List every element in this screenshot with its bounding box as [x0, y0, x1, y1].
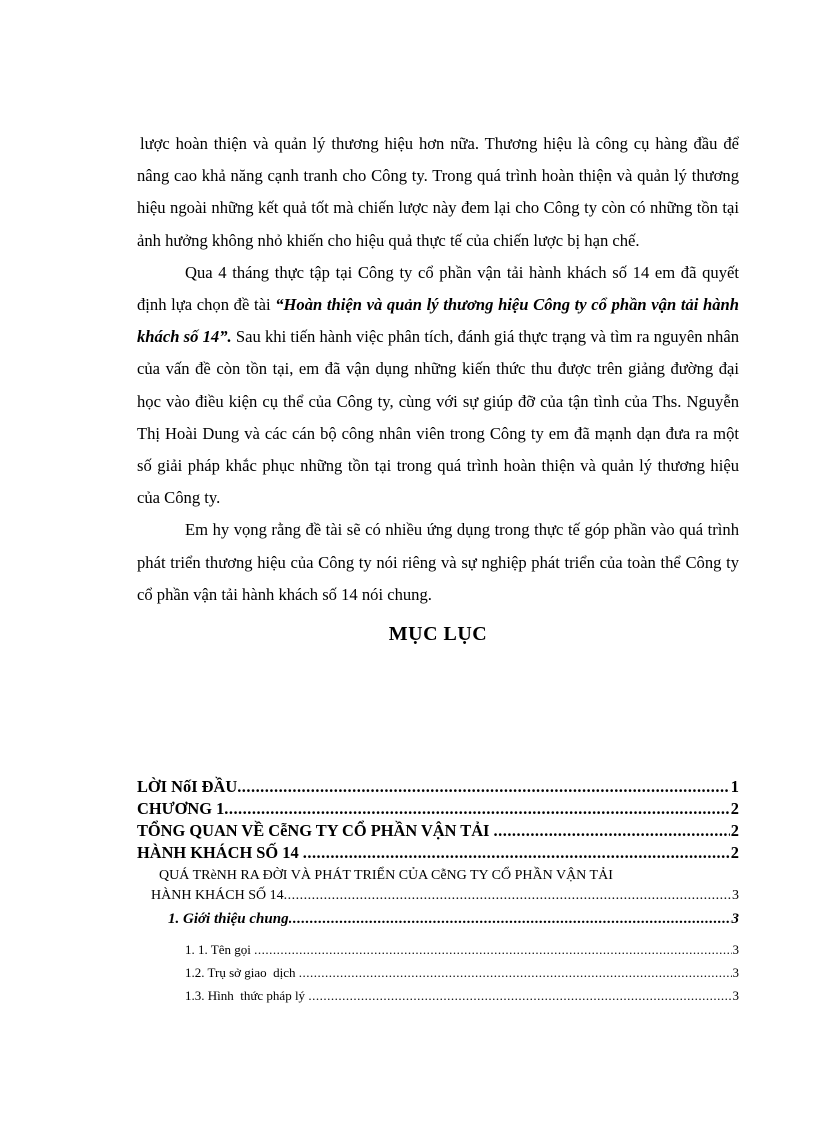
toc-entry-label: CHƯƠNG 1: [137, 799, 225, 818]
intro-paragraph-2: [137, 257, 739, 515]
toc-entry[interactable]: [137, 961, 739, 984]
toc-entry-label: LỜI NốI ĐẦU: [137, 777, 238, 796]
toc-entry[interactable]: [137, 820, 739, 842]
toc-entry-label: 1. Giới thiệu chung: [168, 911, 289, 927]
document-body: [137, 128, 739, 646]
toc-entry[interactable]: [137, 906, 739, 932]
toc-page-number: 3: [732, 965, 739, 980]
toc-entry-label: HÀNH KHÁCH SỐ 14: [151, 888, 284, 903]
toc-leader-dots: [299, 961, 732, 984]
toc-entry[interactable]: [137, 798, 739, 820]
toc-entry[interactable]: [137, 776, 739, 798]
toc-leader-dots: [254, 938, 731, 961]
toc-leader-dots: [284, 886, 731, 906]
toc-page-number: 2: [730, 843, 739, 862]
toc-entry[interactable]: [137, 842, 739, 864]
toc-page-number: 3: [732, 888, 739, 903]
intro-paragraph-1: lược hoàn thiện và quản lý thương hiệu hơn nữa. Thương hiệu là công cụ hàng đầu để nâng cao khả năng cạnh tranh cho Công ty. Trong quá trình hoàn thiện và quản lý thương hiệu ngoài những kết quả tốt mà chiến lược này đem lại cho Công ty còn có những tồn tại ảnh hưởng không nhỏ khiến cho hiệu quả thực tế của chiến lược bị hạn chế.: [137, 134, 739, 250]
toc-leader-dots: [224, 798, 730, 820]
toc-page-number: 3: [732, 988, 739, 1003]
toc-entry[interactable]: [137, 984, 739, 1007]
toc-leader-dots: [303, 842, 730, 864]
toc-page-number: 1: [730, 777, 739, 796]
toc-entry-heading-line[interactable]: QUÁ TRèNH RA ĐỜI VÀ PHÁT TRIỂN CỦA CễNG TY CỔ PHẦN VẬN TẢI: [159, 868, 613, 883]
toc-entry[interactable]: [137, 886, 739, 906]
toc-leader-dots: [308, 984, 731, 1007]
toc-entry-label: 1.2. Trụ sở giao dịch: [185, 965, 299, 980]
thesis-topic: “Hoàn thiện và quản lý thương hiệu Công ty cổ phần vận tải hành khách số 14”.: [137, 295, 739, 347]
toc-entry-label: 1.3. Hình thức pháp lý: [185, 988, 309, 1003]
toc-entry[interactable]: [137, 938, 739, 961]
intro-paragraph-2-end: Sau khi tiến hành việc phân tích, đánh giá thực trạng và tìm ra nguyên nhân của vấn đề còn tồn tại, em đã vận dụng những kiến thức thu được trên giảng đường đại học vào điều kiện cụ thể của Công ty, cùng với sự giúp đỡ của tận tình của Ths. Nguyễn Thị Hoài Dung và các cán bộ công nhân viên trong Công ty em đã mạnh dạn đưa ra một số giải pháp khắc phục những tồn tại trong quá trình hoàn thiện và quản lý thương hiệu của Công ty.: [137, 327, 739, 508]
toc-entry-label: TỔNG QUAN VỀ CễNG TY CỔ PHẦN VẬN TẢI: [137, 821, 494, 840]
intro-paragraph-2-start: Qua 4 tháng thực tập tại Công ty cổ phần vận tải hành khách số 14 em đã quyết định lựa chọn đề tài: [137, 262, 739, 315]
toc-page-number: 2: [730, 821, 739, 840]
table-of-contents: [137, 776, 739, 1007]
toc-page-number: 2: [730, 799, 739, 818]
toc-leader-dots: [237, 776, 730, 798]
toc-leader-dots: [494, 820, 730, 842]
toc-page-number: 3: [732, 942, 739, 957]
toc-entry-label: HÀNH KHÁCH SỐ 14: [137, 843, 303, 862]
toc-page-number: 3: [731, 911, 739, 927]
toc-entry-label: 1. 1. Tên gọi: [185, 942, 255, 957]
toc-title: MỤC LỤC: [388, 623, 488, 646]
toc-leader-dots: [289, 906, 731, 932]
intro-paragraph-3: Em hy vọng rằng đề tài sẽ có nhiều ứng dụng trong thực tế góp phần vào quá trình phát triển thương hiệu của Công ty nói riêng và sự nghiệp phát triển của toàn thể Công ty cổ phần vận tải hành khách số 14 nói chung.: [137, 520, 739, 604]
